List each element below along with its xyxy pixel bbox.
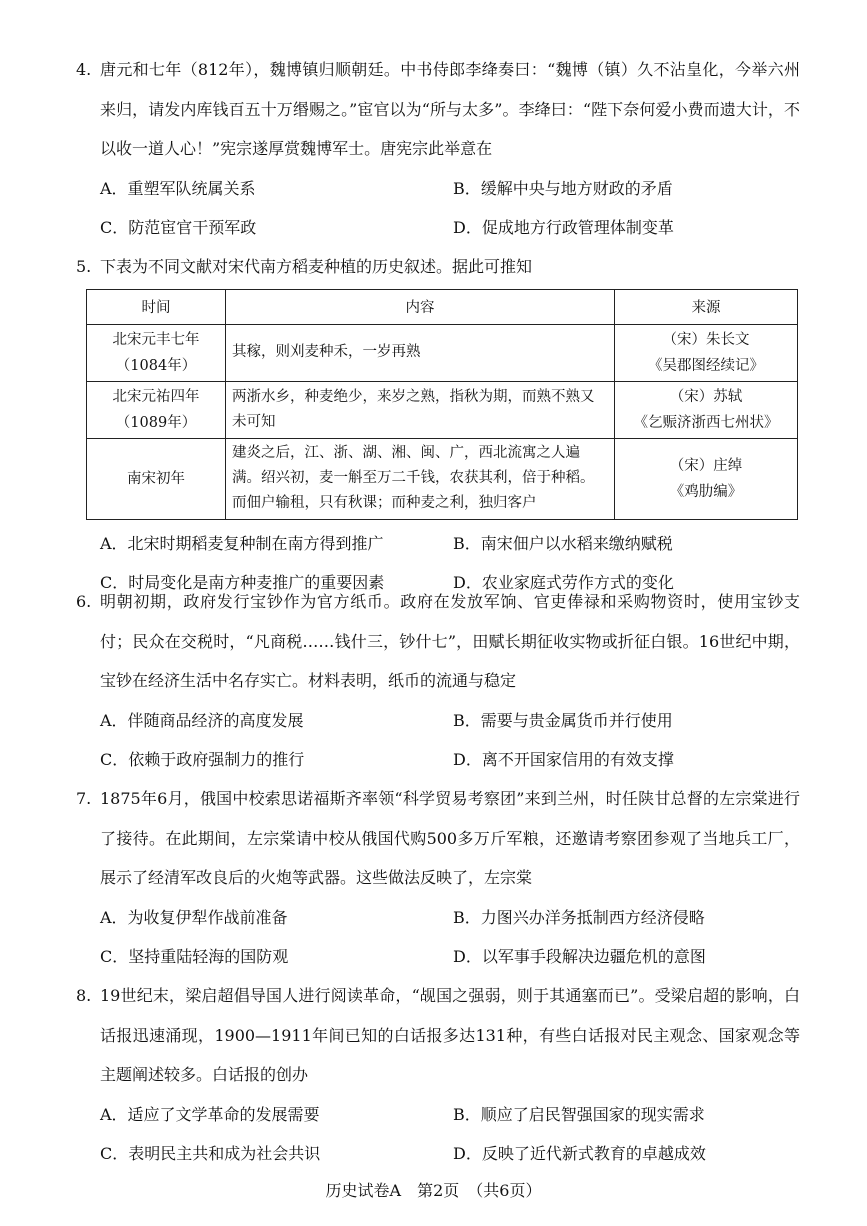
option-c[interactable]: C．防范宦官干预军政 xyxy=(100,218,257,237)
option-a[interactable]: A．北宋时期稻麦复种制在南方得到推广 xyxy=(100,533,384,553)
option-b[interactable]: B．力图兴办洋务抵制西方经济侵略 xyxy=(453,907,705,927)
option-d[interactable]: D．以军事手段解决边疆危机的意图 xyxy=(453,947,706,966)
option-d[interactable]: D．促成地方行政管理体制变革 xyxy=(453,218,674,237)
option-c[interactable]: C．时局变化是南方种麦推广的重要因素 xyxy=(100,573,385,592)
cell-time: 北宋元祐四年（1089年） xyxy=(87,381,226,438)
cell-source xyxy=(615,381,798,438)
table-row xyxy=(87,381,798,438)
question-number: 4. xyxy=(76,60,92,79)
options xyxy=(100,1095,800,1174)
option-a[interactable]: A．适应了文学革命的发展需要 xyxy=(100,1104,320,1124)
question-stem: 下表为不同文献对宋代南方稻麦种植的历史叙述。据此可推知 xyxy=(100,257,533,276)
cell-content: 其稼，则刈麦种禾，一岁再熟 xyxy=(226,324,615,381)
header-content: 内容 xyxy=(226,289,615,324)
question-5 xyxy=(76,247,800,603)
header-source: 来源 xyxy=(615,289,798,324)
option-c[interactable]: C．表明民主共和成为社会共识 xyxy=(100,1144,321,1163)
question-7 xyxy=(76,779,800,977)
option-a[interactable]: A．为收复伊犁作战前准备 xyxy=(100,907,288,927)
option-d[interactable]: D．离不开国家信用的有效支撑 xyxy=(453,750,674,769)
cell-time: 北宋元丰七年（1084年） xyxy=(87,324,226,381)
source-author: （宋）朱长文 xyxy=(662,331,750,348)
cell-source xyxy=(615,324,798,381)
header-time: 时间 xyxy=(87,289,226,324)
table-row xyxy=(87,438,798,519)
option-b[interactable]: B．顺应了启民智强国家的现实需求 xyxy=(453,1104,705,1124)
option-b[interactable]: B．南宋佃户以水稻来缴纳赋税 xyxy=(453,533,673,553)
question-4 xyxy=(76,50,800,248)
option-d[interactable]: D．反映了近代新式教育的卓越成效 xyxy=(453,1144,706,1163)
option-c[interactable]: C．坚持重陆轻海的国防观 xyxy=(100,947,289,966)
question-number: 5. xyxy=(76,257,92,276)
question-8 xyxy=(76,976,800,1174)
source-title: 《吴郡图经续记》 xyxy=(648,357,764,374)
option-b[interactable]: B．缓解中央与地方财政的矛盾 xyxy=(453,178,673,198)
cell-time: 南宋初年 xyxy=(87,438,226,519)
option-b[interactable]: B．需要与贵金属货币并行使用 xyxy=(453,710,673,730)
option-a[interactable]: A．伴随商品经济的高度发展 xyxy=(100,710,304,730)
table-row xyxy=(87,324,798,381)
question-number: 8. xyxy=(76,986,92,1005)
option-a[interactable]: A．重塑军队统属关系 xyxy=(100,178,256,198)
question-number: 6. xyxy=(76,592,92,611)
question-stem: 1875年6月，俄国中校索思诺福斯齐率领“科学贸易考察团”来到兰州，时任陕甘总督的左宗棠进行了接待。在此期间，左宗棠请中校从俄国代购500多万斤军粮，还邀请考察团参观了当地兵工厂，展示了经清军改良后的火炮等武器。这些做法反映了，左宗棠 xyxy=(100,789,800,887)
options xyxy=(100,898,800,977)
cell-content: 建炎之后，江、浙、湖、湘、闽、广，西北流寓之人遍满。绍兴初，麦一斛至万二千钱，农获其利，倍于种稻。而佃户输租，只有秋课；而种麦之利，独归客户 xyxy=(226,438,615,519)
options xyxy=(100,701,800,780)
cell-source xyxy=(615,438,798,519)
question-stem: 唐元和七年（812年），魏博镇归顺朝廷。中书侍郎李绛奏曰：“魏博（镇）久不沾皇化，今举六州来归，请发内库钱百五十万缗赐之。”宦官以为“所与太多”。李绛曰：“陛下奈何爱小费而遗大计，不以收一道人心！”宪宗遂厚赏魏博军士。唐宪宗此举意在 xyxy=(100,60,800,158)
question-6 xyxy=(76,582,800,780)
page-footer: 历史试卷A 第2页 （共6页） xyxy=(325,1181,542,1200)
source-author: （宋）庄绰 xyxy=(669,457,743,474)
question-number: 7. xyxy=(76,789,92,808)
options xyxy=(100,169,800,248)
cell-content: 两浙水乡，种麦绝少，来岁之熟，指秋为期，而熟不熟又未可知 xyxy=(226,381,615,438)
source-table xyxy=(86,289,798,520)
question-stem: 19世纪末，梁启超倡导国人进行阅读革命，“觇国之强弱，则于其通塞而已”。受梁启超的影响，白话报迅速涌现，1900—1911年间已知的白话报多达131种，有些白话报对民主观念、国家观念等主题阐述较多。白话报的创办 xyxy=(100,986,800,1084)
table-header-row xyxy=(87,289,798,324)
source-title: 《乞赈济浙西七州状》 xyxy=(633,414,779,431)
question-stem: 明朝初期，政府发行宝钞作为官方纸币。政府在发放军饷、官吏俸禄和采购物资时，使用宝钞支付；民众在交税时，“凡商税……钱什三，钞什七”，田赋长期征收实物或折征白银。16世纪中期，宝钞在经济生活中名存实亡。材料表明，纸币的流通与稳定 xyxy=(100,592,800,690)
source-title: 《鸡肋编》 xyxy=(669,483,743,500)
option-c[interactable]: C．依赖于政府强制力的推行 xyxy=(100,750,305,769)
source-author: （宋）苏轼 xyxy=(669,388,743,405)
option-d[interactable]: D．农业家庭式劳作方式的变化 xyxy=(453,573,674,592)
